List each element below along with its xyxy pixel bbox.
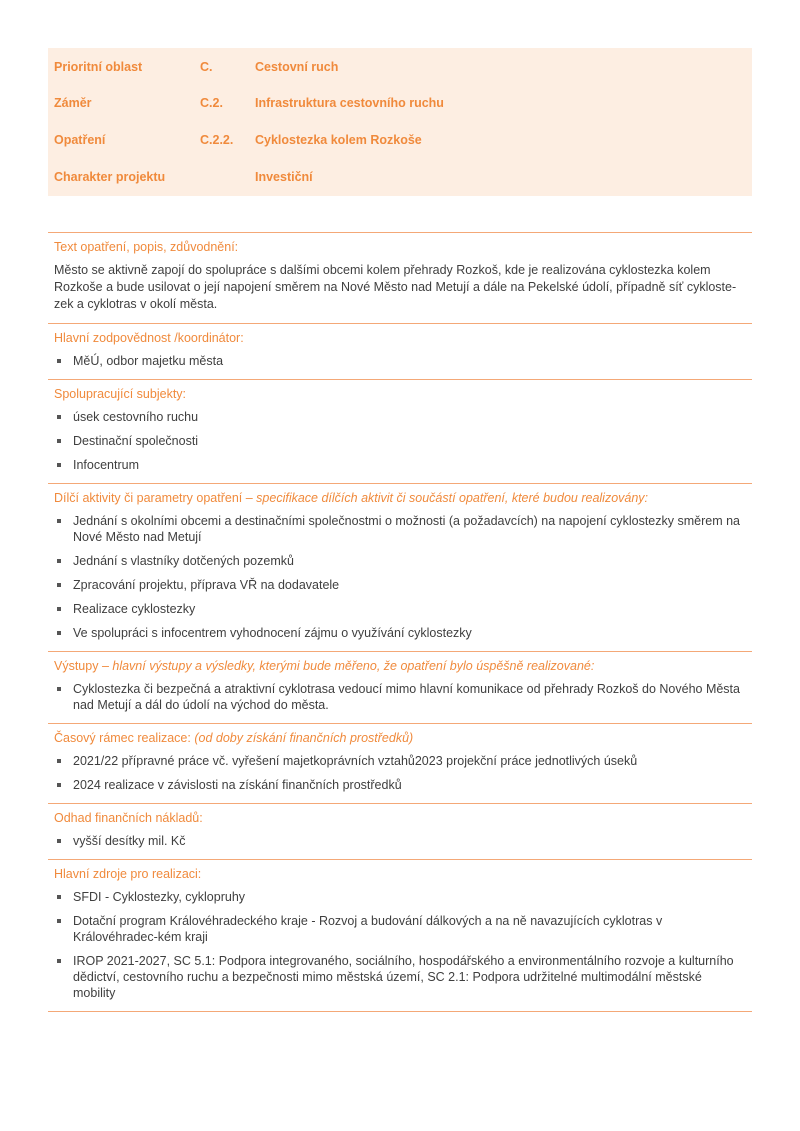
bullet-list — [54, 409, 746, 473]
section-title: Hlavní zdroje pro realizaci: — [54, 867, 202, 881]
header-label: Prioritní oblast — [54, 60, 143, 74]
bullet-list — [54, 753, 746, 793]
header-code: C. — [200, 60, 213, 74]
header-label: Opatření — [54, 133, 106, 147]
list-item: 2021/22 přípravné práce vč. vyřešení majetkoprávních vztahů2023 projekční práce jednotlivých úseků — [54, 753, 746, 769]
section-title: Odhad finančních nákladů: — [54, 811, 203, 825]
section-paragraph: Město se aktivně zapojí do spolupráce s dalšími obcemi kolem přehrady Rozkoš, kde je realizována cyklostezka kolem Rozkoše a bude usilovat o její napojení směrem na Nové Město nad Metují a dále na Pekelské údolí, případně síť cykloste-zek a cyklotras v okolí města. — [54, 263, 737, 311]
list-item: Jednání s okolními obcemi a destinačními společnostmi o možnosti (a požadavcích) na napojení cyklostezky směrem na Nové Město nad Metují — [54, 513, 746, 545]
list-item: Ve spolupráci s infocentrem vyhodnocení zájmu o využívání cyklostezky — [54, 625, 746, 641]
list-item: Dotační program Královéhradeckého kraje - Rozvoj a budování dálkových a na ně navazujících cyklotras v Královéhradec-kém kraji — [54, 913, 746, 945]
section-title: Spolupracující subjekty: — [54, 387, 187, 401]
list-item: Zpracování projektu, příprava VŘ na dodavatele — [54, 577, 746, 593]
header-code: C.2.2. — [200, 133, 234, 147]
bullet-list — [54, 681, 746, 713]
section-partners — [48, 379, 752, 483]
bullet-list — [54, 833, 746, 849]
bullet-list — [54, 513, 746, 641]
header-label: Charakter projektu — [54, 170, 166, 184]
section-title-main: Výstupy — [54, 659, 99, 673]
list-item: úsek cestovního ruchu — [54, 409, 746, 425]
section-title: Text opatření, popis, zdůvodnění: — [54, 240, 239, 254]
section-subtitle: – hlavní výstupy a výsledky, kterými bude měřeno, že opatření bylo úspěšně realizované: — [98, 659, 595, 673]
section-sources — [48, 859, 752, 1012]
section-timeline — [48, 723, 752, 803]
section-title-main: Dílčí aktivity či parametry opatření — [54, 491, 243, 505]
list-item: Jednání s vlastníky dotčených pozemků — [54, 553, 746, 569]
header-value: Cyklostezka kolem Rozkoše — [255, 133, 422, 147]
section-activities — [48, 483, 752, 651]
section-text — [48, 232, 752, 323]
list-item: SFDI - Cyklostezky, cyklopruhy — [54, 889, 746, 905]
header-table — [48, 48, 752, 196]
header-label: Záměr — [54, 96, 92, 110]
section-outputs — [48, 651, 752, 723]
section-subtitle: – specifikace dílčích aktivit či součástí opatření, které budou realizovány: — [242, 491, 649, 505]
bullet-list — [54, 353, 746, 369]
list-item: Cyklostezka či bezpečná a atraktivní cyklotrasa vedoucí mimo hlavní komunikace od přehrady Rozkoš do Nového Města nad Metují a dál do údolí na východ do města. — [54, 681, 746, 713]
list-item: MěÚ, odbor majetku města — [54, 353, 746, 369]
header-value: Cestovní ruch — [255, 60, 339, 74]
section-title — [54, 729, 746, 747]
list-item: IROP 2021-2027, SC 5.1: Podpora integrovaného, sociálního, hospodářského a environmentálního rozvoje a kulturního dědictví, cestovního ruchu a bezpečnosti mimo městská území, SC 2.1: Podpora udržitelné multimodální městské mobility — [54, 953, 746, 1001]
measure-sections — [48, 232, 752, 1012]
header-code: C.2. — [200, 96, 223, 110]
section-title: Hlavní zodpovědnost /koordinátor: — [54, 331, 244, 345]
section-responsibility — [48, 323, 752, 379]
section-title — [54, 657, 746, 675]
header-value: Investiční — [255, 170, 313, 184]
section-title — [54, 489, 746, 507]
section-title-main: Časový rámec realizace: — [54, 731, 191, 745]
list-item: Destinační společnosti — [54, 433, 746, 449]
list-item: Infocentrum — [54, 457, 746, 473]
section-costs — [48, 803, 752, 859]
header-value: Infrastruktura cestovního ruchu — [255, 96, 444, 110]
list-item: Realizace cyklostezky — [54, 601, 746, 617]
section-subtitle: (od doby získání finančních prostředků) — [190, 731, 414, 745]
list-item: 2024 realizace v závislosti na získání finančních prostředků — [54, 777, 746, 793]
list-item: vyšší desítky mil. Kč — [54, 833, 746, 849]
bullet-list — [54, 889, 746, 1001]
